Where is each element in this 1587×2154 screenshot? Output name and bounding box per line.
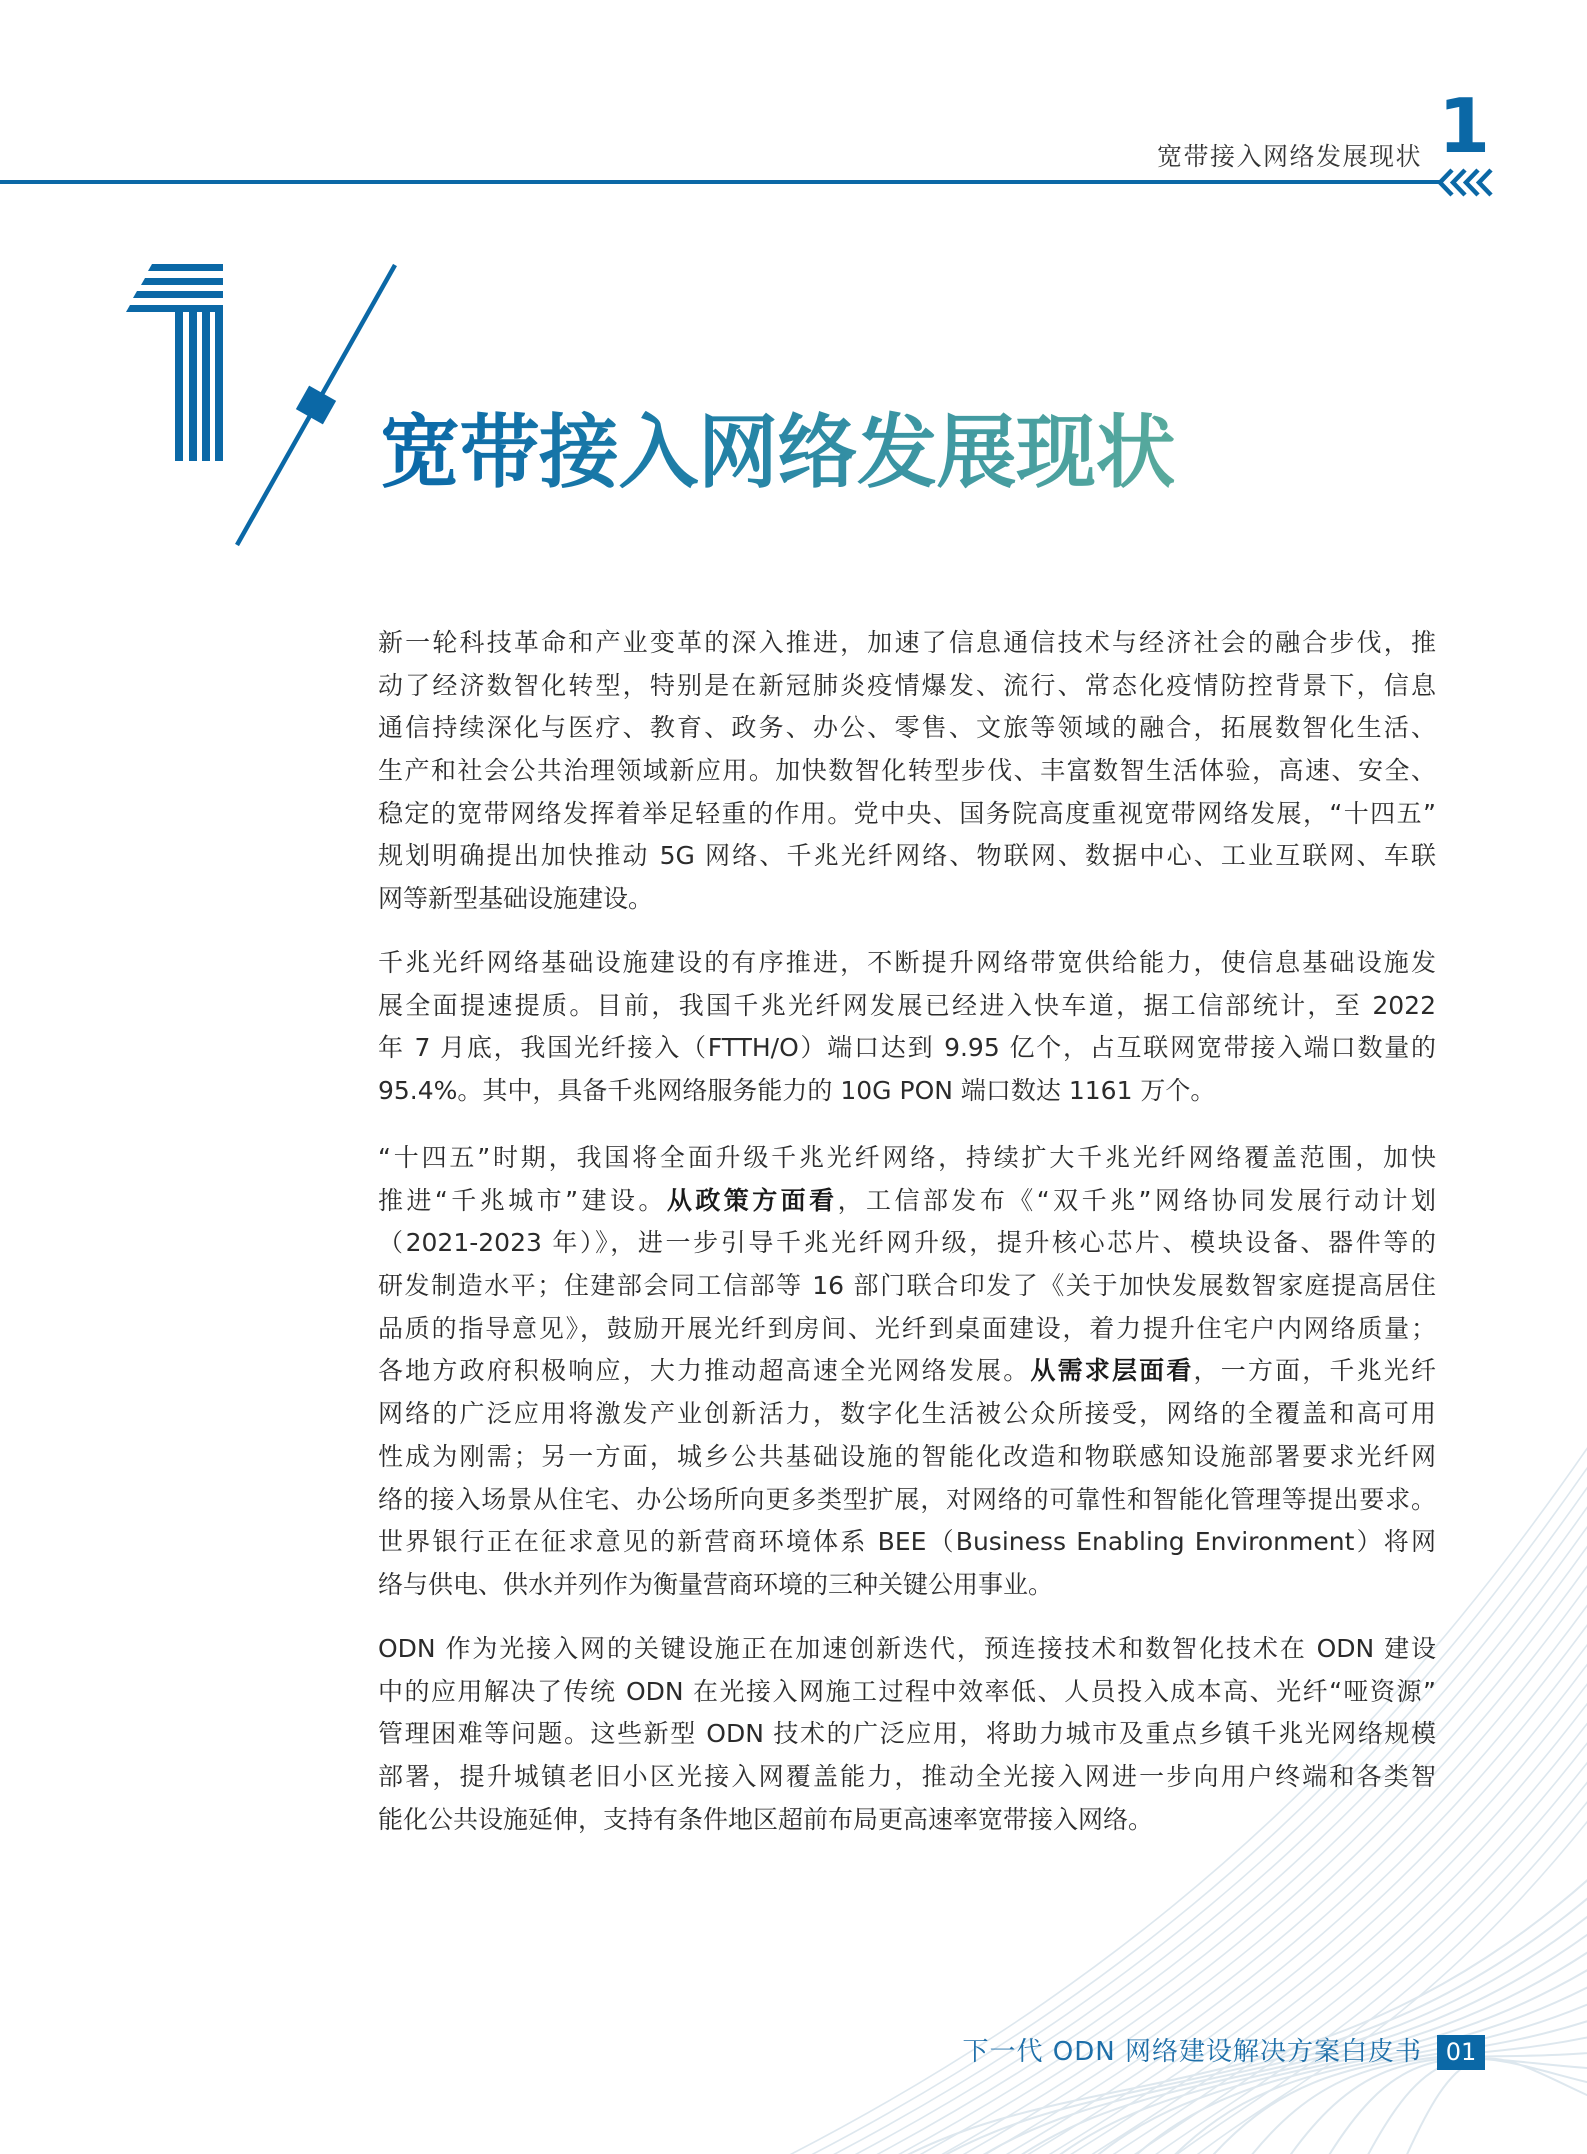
- striped-one-emblem-icon: [0, 0, 500, 600]
- text-line: 千兆光纤网络基础设施建设的有序推进，不断提升网络带宽供给能力，使信息基础设施发: [378, 948, 1436, 977]
- footer-document-title: 下一代 ODN 网络建设解决方案白皮书: [962, 2037, 1422, 2067]
- paragraph-2: [378, 942, 1436, 1113]
- text-line: 性成为刚需；另一方面，城乡公共基础设施的智能化改造和物联感知设施部署要求光纤网: [378, 1441, 1436, 1471]
- text-line: 中的应用解决了传统 ODN 在光接入网施工过程中效率低、人员投入成本高、光纤“哑资源”: [378, 1676, 1436, 1706]
- text-line: 络的接入场景从住宅、办公场所向更多类型扩展，对网络的可靠性和智能化管理等提出要求。: [378, 1484, 1436, 1514]
- text-span: ，工信部发布《“双千兆”网络协同发展行动计划: [837, 1185, 1436, 1215]
- paragraph-4: [378, 1628, 1436, 1841]
- text-span: 各地方政府积极响应，大力推动超高速全光网络发展。: [378, 1356, 1031, 1386]
- text-line: 通信持续深化与医疗、教育、政务、办公、零售、文旅等领域的融合，拓展数智化生活、: [378, 713, 1436, 743]
- text-line: [378, 1180, 1436, 1223]
- text-line: 生产和社会公共治理领域新应用。加快数智化转型步伐、丰富数智生活体验，高速、安全、: [378, 756, 1436, 786]
- text-line: “十四五”时期，我国将全面升级千兆光纤网络，持续扩大千兆光纤网络覆盖范围，加快: [378, 1143, 1436, 1172]
- page-number-badge: 01: [1437, 2035, 1485, 2070]
- text-line: 新一轮科技革命和产业变革的深入推进，加速了信息通信技术与经济社会的融合步伐，推: [378, 628, 1436, 657]
- text-line: （2021-2023 年）》，进一步引导千兆光纤网升级，提升核心芯片、模块设备、器件等的: [378, 1228, 1436, 1258]
- chapter-number: 1: [1438, 82, 1491, 170]
- text-span: ，一方面，千兆光纤: [1193, 1356, 1436, 1386]
- text-line: 世界银行正在征求意见的新营商环境体系 BEE（Business Enabling Environment）将网: [378, 1527, 1436, 1557]
- header-rule: [0, 180, 1440, 184]
- running-header-title: 宽带接入网络发展现状: [1156, 142, 1422, 171]
- paragraph-3: [378, 1137, 1436, 1607]
- text-span: 推进“千兆城市”建设。: [378, 1185, 667, 1215]
- chapter-title: 宽带接入网络发展现状: [380, 403, 1175, 503]
- text-line: 络与供电、供水并列作为衡量营商环境的三种关键公用事业。: [378, 1569, 1054, 1599]
- text-line: 品质的指导意见》，鼓励开展光纤到房间、光纤到桌面建设，着力提升住宅户内网络质量；: [378, 1313, 1436, 1343]
- paragraph-1: [378, 622, 1436, 921]
- text-line: ODN 作为光接入网的关键设施正在加速创新迭代，预连接技术和数智化技术在 ODN 建设: [378, 1634, 1436, 1663]
- text-line: [378, 1350, 1436, 1393]
- text-line: 能化公共设施延伸，支持有条件地区超前布局更高速率宽带接入网络。: [378, 1804, 1154, 1834]
- text-line: 管理困难等问题。这些新型 ODN 技术的广泛应用，将助力城市及重点乡镇千兆光网络规模: [378, 1719, 1436, 1749]
- text-line: 展全面提速提质。目前，我国千兆光纤网发展已经进入快车道，据工信部统计，至 2022: [378, 990, 1436, 1020]
- text-line: 规划明确提出加快推动 5G 网络、千兆光纤网络、物联网、数据中心、工业互联网、车联: [378, 841, 1436, 871]
- chevrons-left-icon: [1434, 164, 1500, 200]
- text-line: 部署，提升城镇老旧小区光接入网覆盖能力，推动全光接入网进一步向用户终端和各类智: [378, 1762, 1436, 1792]
- text-line: 网等新型基础设施建设。: [378, 884, 654, 914]
- text-line: 动了经济数智化转型，特别是在新冠肺炎疫情爆发、流行、常态化疫情防控背景下，信息: [378, 670, 1436, 700]
- text-line: 稳定的宽带网络发挥着举足轻重的作用。党中央、国务院高度重视宽带网络发展，“十四五”: [378, 798, 1436, 828]
- text-line: 年 7 月底，我国光纤接入（FTTH/O）端口达到 9.95 亿个，占互联网宽带接入端口数量的: [378, 1033, 1436, 1063]
- text-line: 95.4%。其中，具备千兆网络服务能力的 10G PON 端口数达 1161 万个。: [378, 1076, 1216, 1106]
- emphasis-policy: 从政策方面看: [666, 1185, 838, 1215]
- emphasis-demand: 从需求层面看: [1030, 1356, 1194, 1386]
- text-line: 网络的广泛应用将激发产业创新活力，数字化生活被公众所接受，网络的全覆盖和高可用: [378, 1399, 1436, 1429]
- diagonal-fiber-connector-icon: [237, 265, 395, 545]
- text-line: 研发制造水平；住建部会同工信部等 16 部门联合印发了《关于加快发展数智家庭提高居住: [378, 1271, 1436, 1301]
